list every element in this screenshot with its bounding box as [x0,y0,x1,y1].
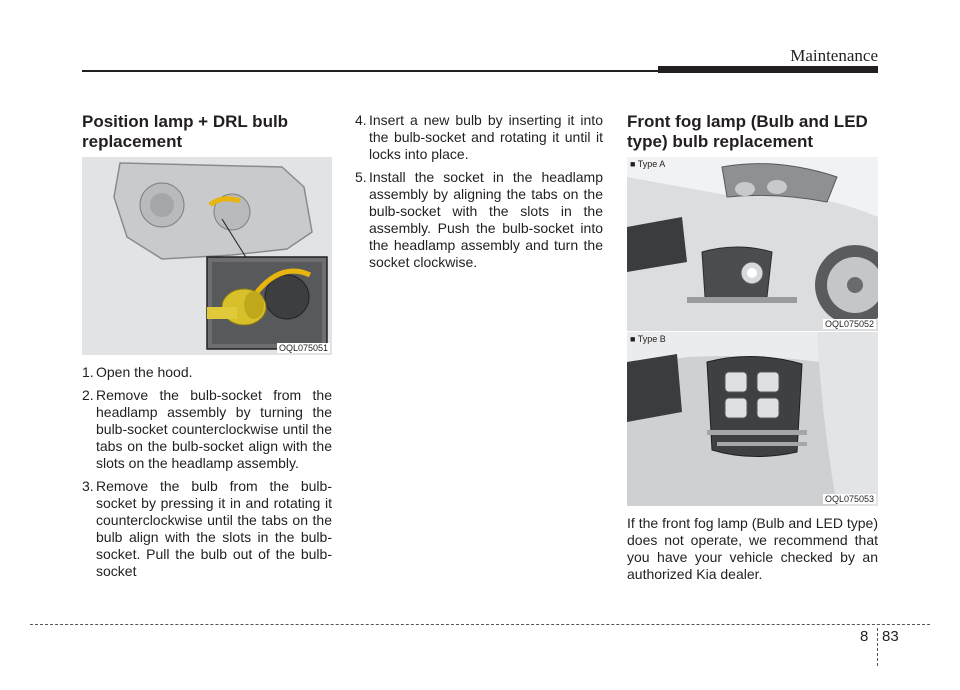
right-column [627,112,878,152]
position-lamp-heading: Position lamp + DRL bulb replacement [82,112,289,151]
chapter-number: 8 [860,628,869,645]
figure-code: OQL075052 [824,319,874,329]
step-item [355,169,603,271]
header-rule [82,70,662,72]
step-item [82,364,332,381]
fog-lamp-type-a-figure [627,157,878,331]
step-text: Remove the bulb from the bulb-socket by pressing it in and rotating it counterclockwise until the tabs on the bulb align with the slots in the bulb-socket. Pull the bulb out of the bulb-socket [96,478,332,579]
fog-lamp-type-b-figure [627,332,878,506]
step-text: Remove the bulb-socket from the headlamp assembly by turning the bulb-socket counterclockwise until the tabs on the bulb-socket align with the slots on the headlamp assembly. [96,387,332,471]
middle-steps [355,112,603,277]
page-number: 83 [882,628,899,645]
headlamp-figure [82,157,332,355]
footer-rule [30,624,930,625]
left-steps [82,364,332,586]
fog-lamp-note-text: If the front fog lamp (Bulb and LED type) does not operate, we recommend that you have your vehicle checked by an authorized Kia dealer. [627,515,878,582]
step-text: Install the socket in the headlamp assembly by aligning the tabs on the bulb-socket with the slots in the assembly. Push the bulb-socket into the headlamp assembly and turn the socket clockwise. [369,169,603,270]
fog-lamp-type-a-illustration [627,157,878,331]
step-number: 1. [82,364,94,380]
header-rule-accent [658,66,878,73]
section-title: Maintenance [790,46,878,65]
step-number: 2. [82,387,94,403]
left-column [82,112,332,152]
type-b-label: ■ Type B [630,334,666,344]
footer-divider [877,628,878,666]
step-text: Insert a new bulb by inserting it into the bulb-socket and rotating it until it locks into place. [369,112,603,162]
step-number: 5. [355,169,367,185]
fog-lamp-note [627,515,878,583]
step-number: 4. [355,112,367,128]
figure-code: OQL075053 [824,494,874,504]
fog-lamp-heading: Front fog lamp (Bulb and LED type) bulb replacement [627,112,868,151]
step-item [82,387,332,472]
type-a-label: ■ Type A [630,159,666,169]
step-item [355,112,603,163]
headlamp-illustration [82,157,332,355]
step-item [82,478,332,580]
step-text: Open the hood. [96,364,193,380]
figure-code: OQL075051 [278,343,328,353]
step-number: 3. [82,478,94,494]
fog-lamp-type-b-illustration [627,332,878,506]
